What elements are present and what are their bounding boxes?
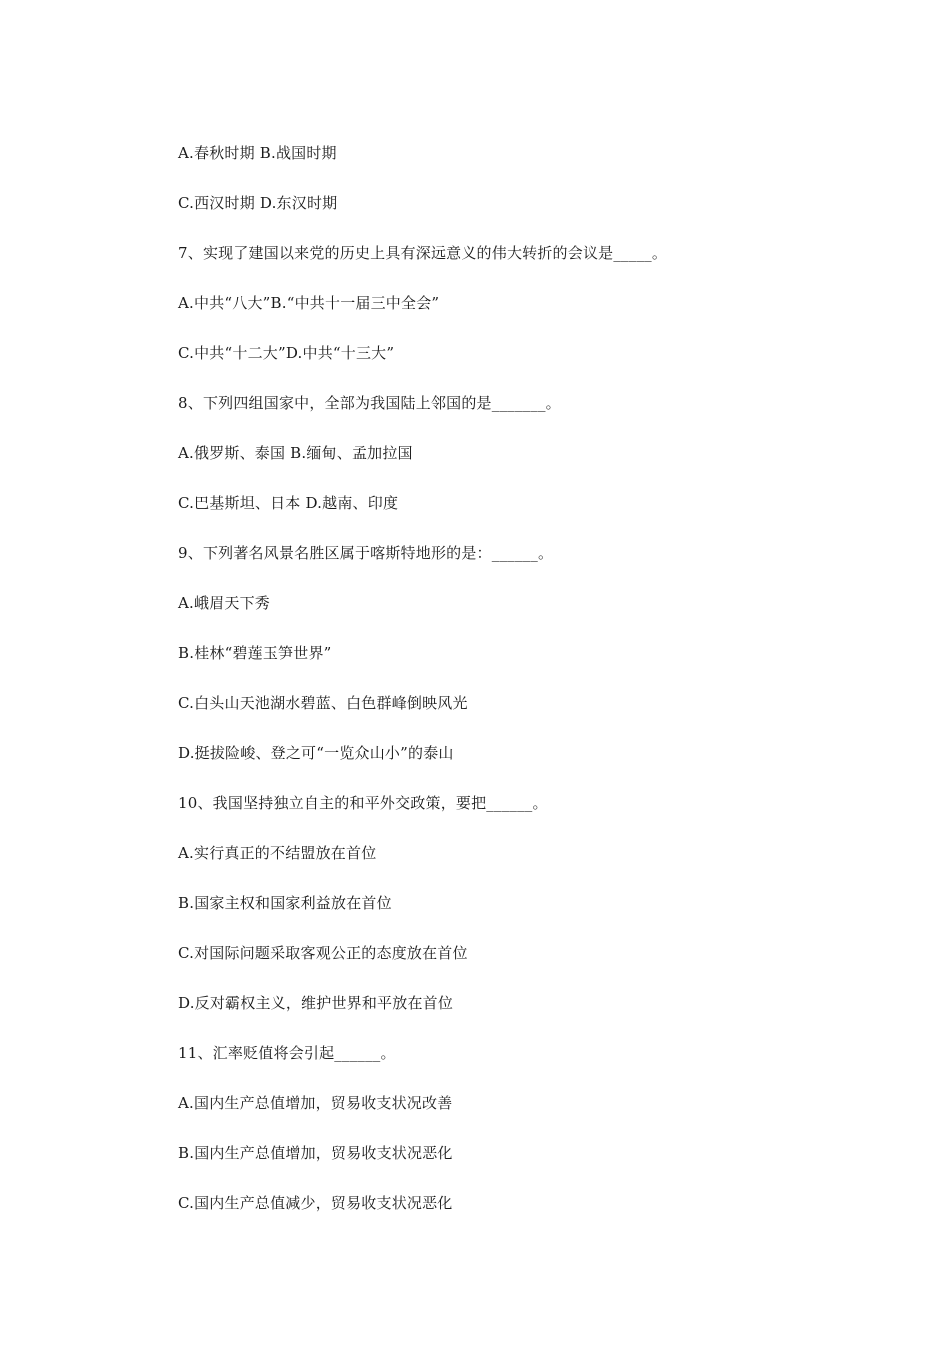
option-q11-c: C.国内生产总值减少，贸易收支状况恶化 [178, 1194, 453, 1212]
option-line-q8-cd: C.巴基斯坦、日本 D.越南、印度 [178, 494, 399, 512]
option-line-q8-ab: A.俄罗斯、泰国 B.缅甸、孟加拉国 [178, 444, 413, 462]
question-10: 10、我国坚持独立自主的和平外交政策，要把______。 [178, 794, 548, 812]
option-q10-a: A.实行真正的不结盟放在首位 [178, 844, 377, 862]
option-line-q6-ab: A.春秋时期 B.战国时期 [178, 144, 337, 162]
question-8: 8、下列四组国家中，全部为我国陆上邻国的是_______。 [178, 394, 561, 412]
option-q11-b: B.国内生产总值增加，贸易收支状况恶化 [178, 1144, 453, 1162]
option-q9-b: B.桂林“碧莲玉笋世界” [178, 644, 332, 662]
option-line-q7-cd: C.中共“十二大”D.中共“十三大” [178, 344, 395, 362]
option-q11-a: A.国内生产总值增加，贸易收支状况改善 [178, 1094, 453, 1112]
option-line-q7-ab: A.中共“八大”B.“中共十一届三中全会” [178, 294, 440, 312]
option-line-q6-cd: C.西汉时期 D.东汉时期 [178, 194, 338, 212]
option-q9-d: D.挺拔险峻、登之可“一览众山小”的泰山 [178, 744, 454, 762]
question-9: 9、下列著名风景名胜区属于喀斯特地形的是：______。 [178, 544, 554, 562]
option-q9-a: A.峨眉天下秀 [178, 594, 271, 612]
option-q10-c: C.对国际问题采取客观公正的态度放在首位 [178, 944, 468, 962]
option-q9-c: C.白头山天池湖水碧蓝、白色群峰倒映风光 [178, 694, 468, 712]
question-11: 11、汇率贬值将会引起______。 [178, 1044, 396, 1062]
option-q10-d: D.反对霸权主义，维护世界和平放在首位 [178, 994, 454, 1012]
option-q10-b: B.国家主权和国家利益放在首位 [178, 894, 392, 912]
question-7: 7、实现了建国以来党的历史上具有深远意义的伟大转折的会议是_____。 [178, 244, 668, 262]
